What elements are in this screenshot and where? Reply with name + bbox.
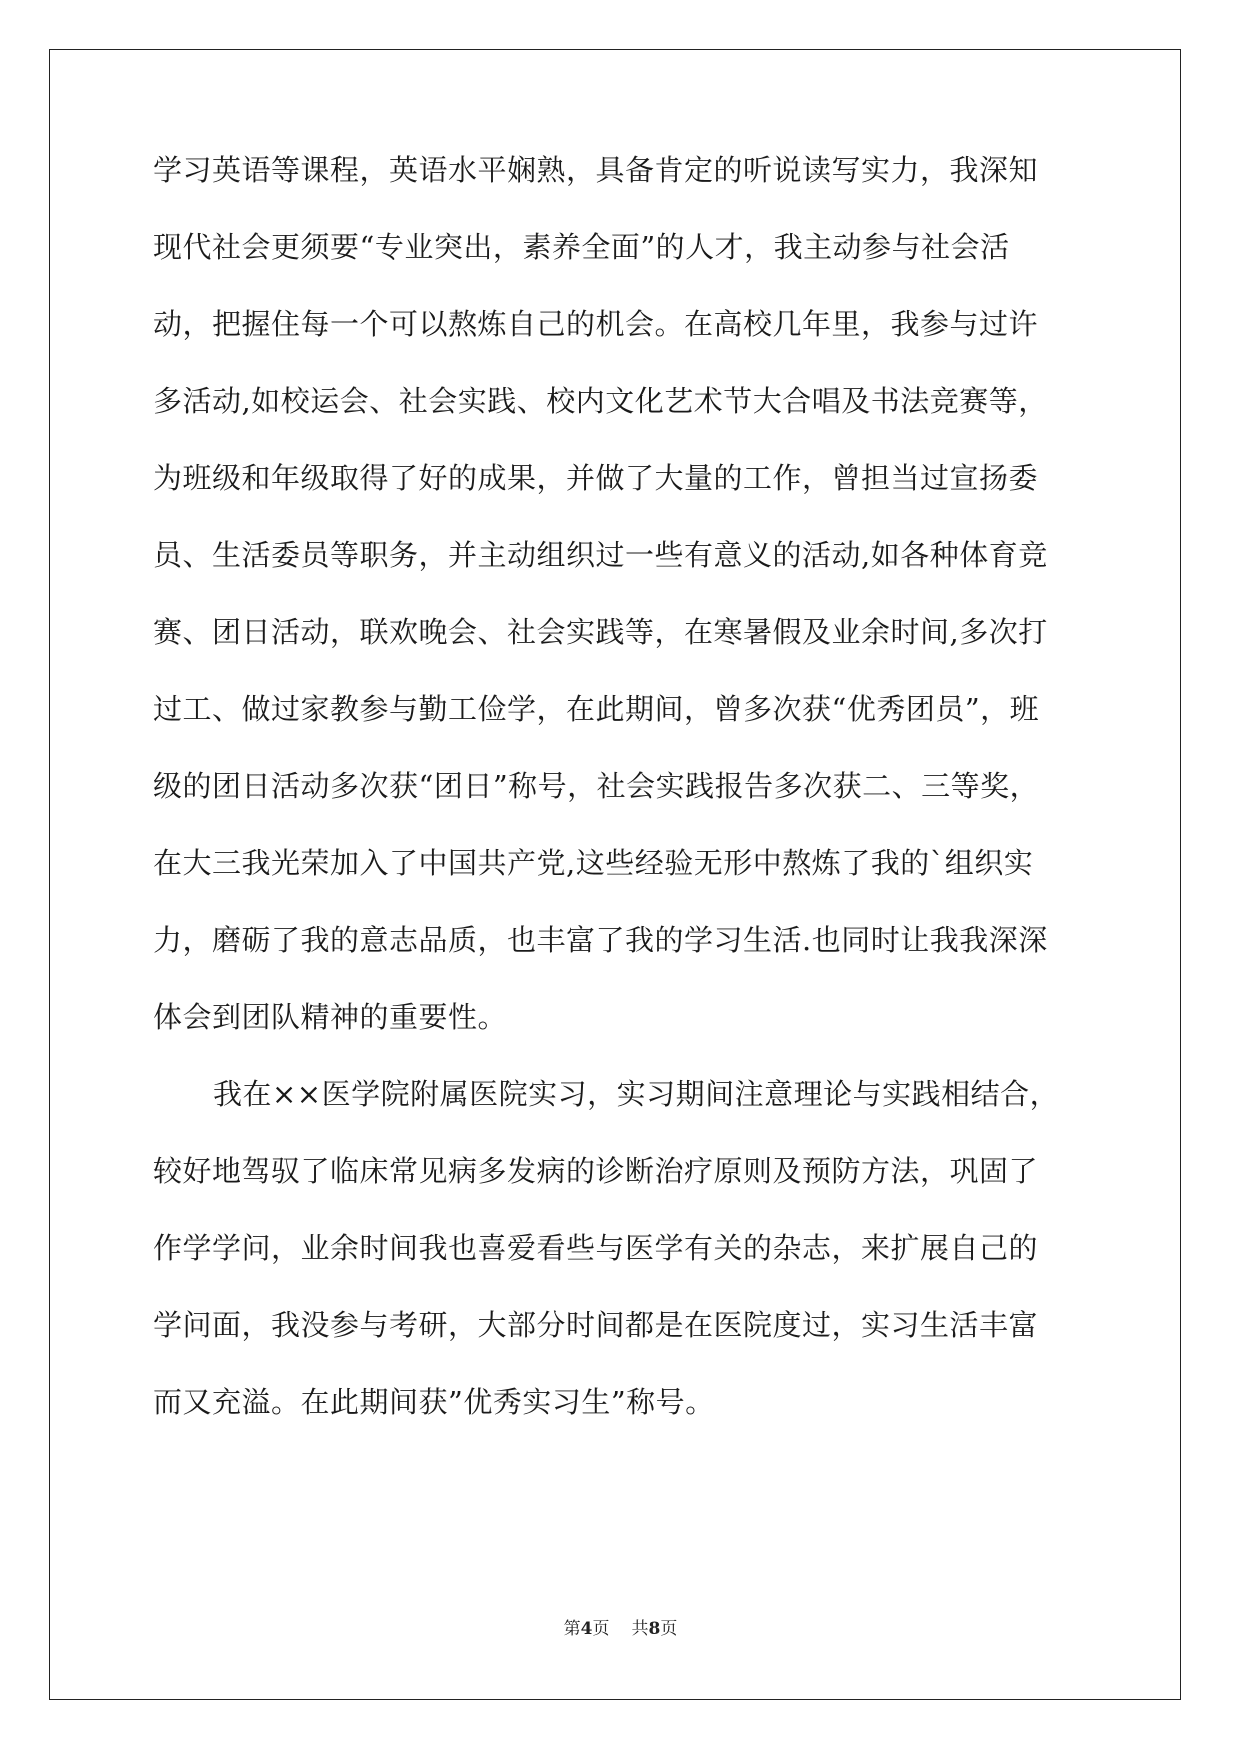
page-footer (0, 1614, 1241, 1639)
paragraph-line: 学习英语等课程，英语水平娴熟，具备肯定的听说读写实力，我深知 (153, 153, 1039, 187)
paragraph-line: 为班级和年级取得了好的成果，并做了大量的工作，曾担当过宣扬委 (153, 461, 1039, 495)
paragraph-line: 赛、团日活动，联欢晚会、社会实践等，在寒暑假及业余时间,多次打 (153, 615, 1048, 649)
page-prefix: 第 (563, 1619, 581, 1639)
paragraph-line: 较好地驾驭了临床常见病多发病的诊断治疗原则及预防方法，巩固了 (153, 1154, 1039, 1188)
paragraph-line: 过工、做过家教参与勤工俭学，在此期间，曾多次获“优秀团员”，班 (153, 692, 1040, 726)
page-number: 4 (580, 1619, 593, 1639)
paragraph-line: 多活动,如校运会、社会实践、校内文化艺术节大合唱及书法竞赛等， (153, 384, 1048, 418)
page-suffix: 页 (592, 1619, 610, 1639)
paragraph-line: 而又充溢。在此期间获”优秀实习生”称号。 (153, 1385, 715, 1419)
paragraph-line: 现代社会更须要“专业突出，素养全面”的人才，我主动参与社会活 (153, 230, 1010, 264)
paragraph-line: 在大三我光荣加入了中国共产党,这些经验无形中熬炼了我的`组织实 (153, 846, 1034, 880)
paragraph-line: 体会到团队精神的重要性。 (153, 1000, 508, 1034)
total-suffix: 页 (660, 1619, 678, 1639)
paragraph-line-indented: 我在××医学院附属医院实习，实习期间注意理论与实践相结合， (213, 1077, 1060, 1111)
paragraph-line: 级的团日活动多次获“团日”称号，社会实践报告多次获二、三等奖， (153, 769, 1040, 803)
paragraph-line: 员、生活委员等职务，并主动组织过一些有意义的活动,如各种体育竞 (153, 538, 1048, 572)
paragraph-line: 学问面，我没参与考研，大部分时间都是在医院度过，实习生活丰富 (153, 1308, 1039, 1342)
paragraph-line: 动，把握住每一个可以熬炼自己的机会。在高校几年里，我参与过许 (153, 307, 1039, 341)
paragraph-line: 作学学问，业余时间我也喜爱看些与医学有关的杂志，来扩展自己的 (153, 1231, 1039, 1265)
total-prefix: 共 (631, 1619, 649, 1639)
paragraph-line: 力，磨砺了我的意志品质，也丰富了我的学习生活.也同时让我我深深 (153, 923, 1048, 957)
total-pages: 8 (648, 1619, 661, 1639)
